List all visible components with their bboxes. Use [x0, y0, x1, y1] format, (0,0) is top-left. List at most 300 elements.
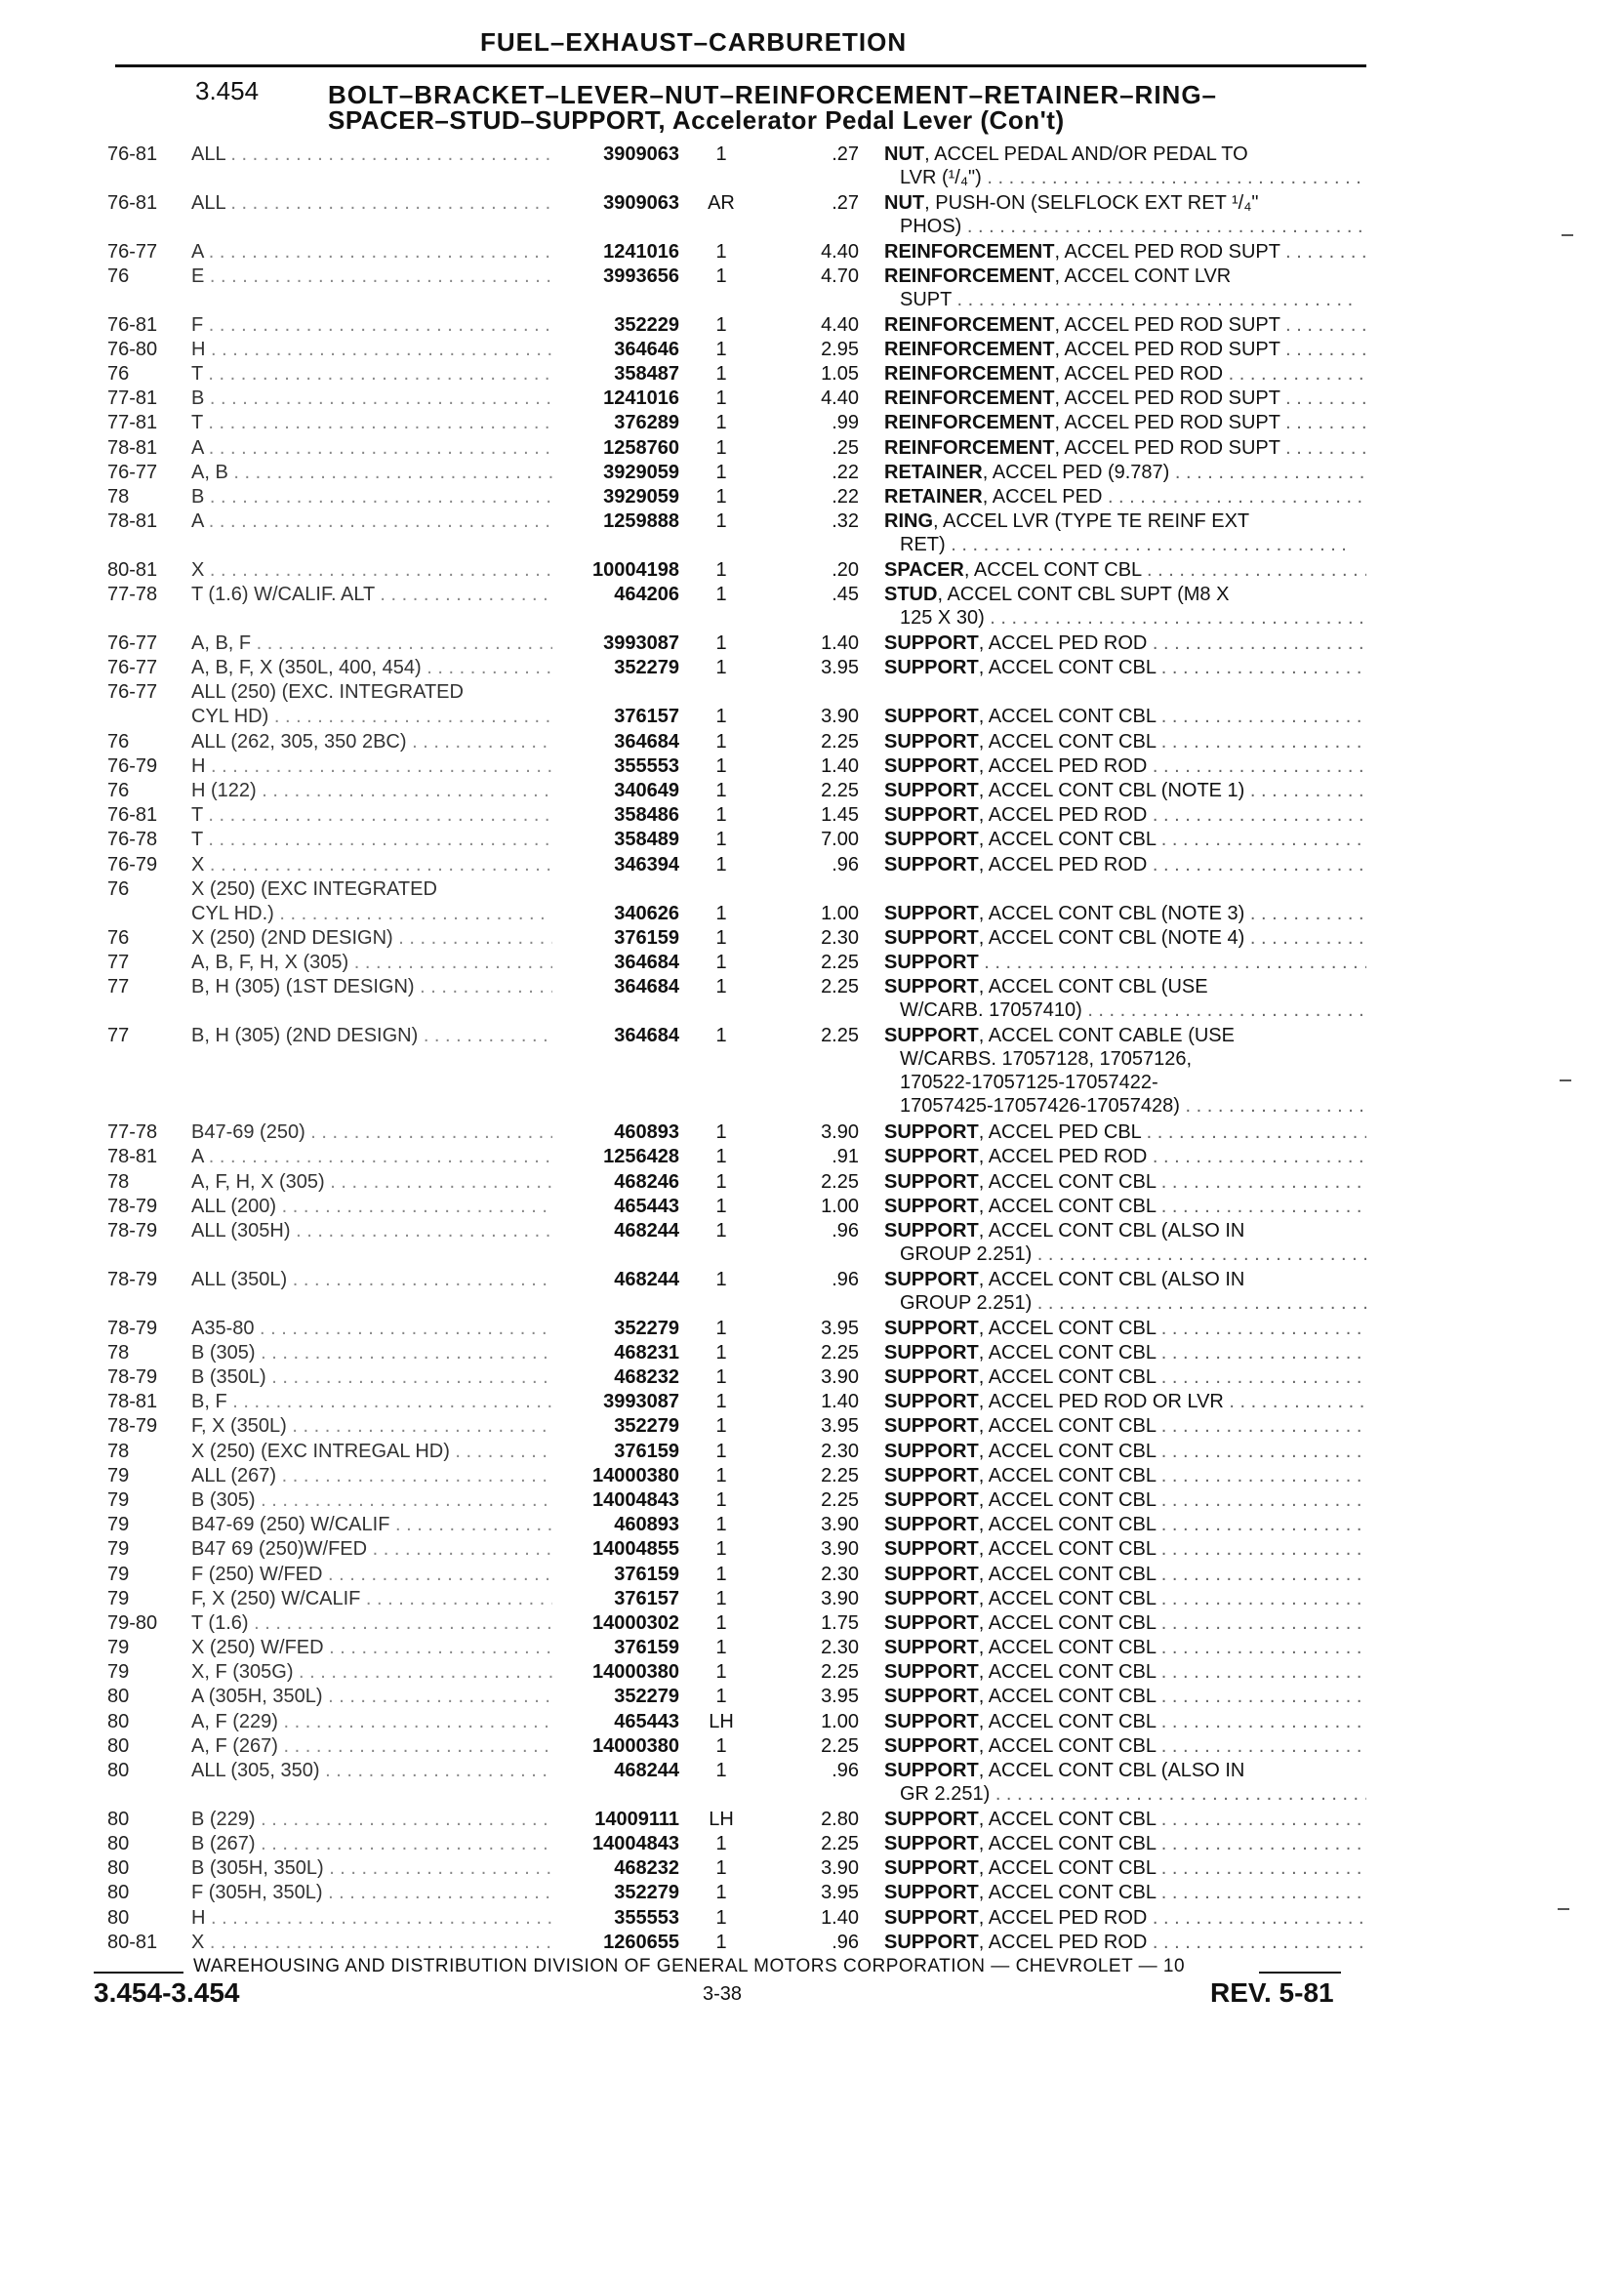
application: T . . . — [191, 362, 552, 386]
quantity: 1 — [715, 1366, 727, 1388]
table-row — [0, 558, 1624, 583]
part-number: 355553 — [614, 1906, 679, 1929]
footer-division: WAREHOUSING AND DISTRIBUTION DIVISION OF GENERAL MOTORS CORPORATION — CHEVROLET — 10 — [193, 1956, 1186, 1976]
quantity: 1 — [715, 657, 727, 679]
description-line: SUPPORT, ACCEL CONT CBL . . . — [884, 1881, 1366, 1904]
model-year: 78 — [107, 1170, 130, 1193]
quantity: 1 — [715, 558, 727, 581]
price: 3.90 — [821, 1538, 859, 1561]
part-number: 468232 — [614, 1366, 679, 1388]
price: .45 — [832, 584, 859, 606]
description-line: SUPPORT, ACCEL CONT CBL . . . — [884, 1808, 1366, 1831]
table-row — [0, 461, 1624, 485]
quantity: 1 — [715, 1563, 727, 1585]
part-description — [884, 1611, 1366, 1635]
application: T . . . — [191, 828, 552, 851]
model-year: 79 — [107, 1464, 130, 1486]
table-row — [0, 877, 1624, 902]
model-year: 76 — [107, 927, 130, 950]
model-year: 80 — [107, 1760, 130, 1781]
model-year: 78-79 — [107, 1415, 158, 1438]
description-line: SUPPORT, ACCEL CONT CBL . . . — [884, 828, 1366, 851]
part-description — [884, 828, 1366, 851]
part-number: 468231 — [614, 1341, 679, 1364]
table-row — [0, 1931, 1624, 1955]
part-description — [884, 1808, 1366, 1831]
part-number: 465443 — [614, 1195, 679, 1217]
model-year: 78 — [107, 485, 130, 508]
model-year: 80 — [107, 1832, 130, 1854]
quantity: 1 — [715, 436, 727, 459]
part-number: 352279 — [614, 657, 679, 679]
application: B47-69 (250) W/CALIF . . . — [191, 1513, 552, 1536]
table-row — [0, 803, 1624, 828]
price: 2.25 — [821, 730, 859, 753]
price: 1.45 — [821, 804, 859, 827]
quantity: 1 — [715, 313, 727, 336]
description-line: STUD, ACCEL CONT CBL SUPT (M8 X — [884, 584, 1230, 606]
price: 2.25 — [821, 1832, 859, 1854]
table-row — [0, 1268, 1624, 1317]
application: B (305) . . . — [191, 1488, 552, 1512]
description-line: SUPPORT, ACCEL CONT CBL . . . — [884, 730, 1366, 753]
application: E . . . — [191, 265, 552, 288]
table-row — [0, 1537, 1624, 1562]
part-description — [884, 1365, 1366, 1389]
application: X (250) (2ND DESIGN) . . . — [191, 926, 552, 950]
part-description — [884, 1881, 1366, 1904]
price: 1.40 — [821, 1906, 859, 1929]
part-number: 1260655 — [603, 1931, 679, 1953]
table-row — [0, 387, 1624, 411]
description-line: GROUP 2.251) . . . — [884, 1242, 1366, 1266]
table-row — [0, 1611, 1624, 1636]
application: X (250) (EXC INTREGAL HD) . . . — [191, 1440, 552, 1463]
model-year: 78-79 — [107, 1317, 158, 1339]
application: ALL (350L) . . . — [191, 1268, 552, 1291]
part-description — [884, 1440, 1366, 1463]
price: 1.40 — [821, 754, 859, 777]
price: 3.90 — [821, 1857, 859, 1880]
application: F . . . — [191, 313, 552, 337]
price: 3.95 — [821, 1415, 859, 1438]
model-year: 78 — [107, 1341, 130, 1364]
part-description — [884, 338, 1366, 361]
application: H . . . — [191, 338, 552, 361]
part-description — [884, 1464, 1366, 1487]
part-description — [884, 1537, 1366, 1561]
table-row — [0, 313, 1624, 338]
description-line: SUPPORT, ACCEL CONT CBL . . . — [884, 1317, 1366, 1340]
application: X (250) (EXC INTEGRATED — [191, 877, 437, 900]
part-description — [884, 1024, 1366, 1118]
description-line: SUPPORT, ACCEL CONT CBL . . . — [884, 1832, 1366, 1855]
application: B47 69 (250)W/FED . . . — [191, 1537, 552, 1561]
footer-section-range: 3.454-3.454 — [94, 1977, 240, 2008]
price: 2.30 — [821, 1637, 859, 1659]
table-row — [0, 1488, 1624, 1513]
table-row — [0, 1734, 1624, 1759]
table-row — [0, 1685, 1624, 1709]
table-row — [0, 1587, 1624, 1611]
application: H . . . — [191, 1906, 552, 1930]
table-row — [0, 1513, 1624, 1537]
part-description — [884, 313, 1366, 337]
application: B . . . — [191, 485, 552, 509]
part-number: 14004855 — [592, 1538, 679, 1561]
table-row — [0, 1759, 1624, 1808]
description-line: SUPPORT, ACCEL PED ROD . . . — [884, 1145, 1366, 1168]
table-row — [0, 1808, 1624, 1832]
quantity: 1 — [715, 1464, 727, 1486]
part-description — [884, 1341, 1366, 1364]
part-description — [884, 902, 1366, 925]
table-row — [0, 754, 1624, 779]
part-number: 364646 — [614, 338, 679, 360]
price: .91 — [832, 1146, 859, 1168]
description-line: SUPPORT, ACCEL CONT CBL . . . — [884, 1734, 1366, 1758]
model-year: 79 — [107, 1661, 130, 1684]
quantity: 1 — [715, 412, 727, 434]
table-row — [0, 1024, 1624, 1120]
model-year: 77-78 — [107, 584, 158, 606]
quantity: 1 — [715, 1857, 727, 1880]
table-row — [0, 436, 1624, 461]
quantity: 1 — [715, 1121, 727, 1144]
model-year: 78-81 — [107, 436, 158, 459]
part-description — [884, 1170, 1366, 1194]
price: .27 — [832, 191, 859, 214]
part-number: 14000380 — [592, 1464, 679, 1486]
table-row — [0, 142, 1624, 191]
model-year: 78-79 — [107, 1220, 158, 1242]
part-description — [884, 1563, 1366, 1586]
quantity: 1 — [715, 1220, 727, 1242]
part-number: 3929059 — [603, 461, 679, 483]
application: F, X (350L) . . . — [191, 1414, 552, 1438]
description-line: SUPPORT, ACCEL CONT CBL . . . — [884, 1365, 1366, 1389]
application: A . . . — [191, 509, 552, 533]
price: .96 — [832, 1931, 859, 1953]
quantity: 1 — [715, 1882, 727, 1904]
part-number: 465443 — [614, 1710, 679, 1732]
model-year: 76-81 — [107, 313, 158, 336]
price: 2.25 — [821, 1170, 859, 1193]
description-line: SUPPORT, ACCEL CONT CBL . . . — [884, 1414, 1366, 1438]
model-year: 78-79 — [107, 1195, 158, 1217]
table-row — [0, 779, 1624, 803]
description-line: RING, ACCEL LVR (TYPE TE REINF EXT — [884, 510, 1250, 533]
part-number: 376157 — [614, 706, 679, 728]
part-number: 352229 — [614, 313, 679, 336]
part-number: 352279 — [614, 1415, 679, 1438]
table-row — [0, 1317, 1624, 1341]
application: A, F, H, X (305) . . . — [191, 1170, 552, 1194]
price: 4.40 — [821, 313, 859, 336]
part-description — [884, 1488, 1366, 1512]
price: 1.00 — [821, 1710, 859, 1732]
application: X . . . — [191, 853, 552, 876]
part-number: 14000302 — [592, 1611, 679, 1634]
part-description — [884, 509, 1366, 556]
quantity: 1 — [715, 1686, 727, 1708]
application: A . . . — [191, 240, 552, 264]
application: H (122) . . . — [191, 779, 552, 802]
description-line: SUPPORT, ACCEL PED ROD . . . — [884, 754, 1366, 778]
margin-tick — [1562, 234, 1573, 236]
price: 2.30 — [821, 1440, 859, 1462]
part-number: 364684 — [614, 952, 679, 974]
application: ALL (200) . . . — [191, 1195, 552, 1218]
model-year: 80 — [107, 1710, 130, 1732]
part-description — [884, 1856, 1366, 1880]
part-number: 355553 — [614, 754, 679, 777]
quantity: 1 — [715, 1391, 727, 1413]
part-description — [884, 436, 1366, 460]
description-line: 125 X 30) . . . — [884, 606, 1366, 630]
description-line: SUPPORT, ACCEL CONT CBL . . . — [884, 1856, 1366, 1880]
model-year: 77-81 — [107, 412, 158, 434]
part-number: 376159 — [614, 1563, 679, 1585]
table-row — [0, 680, 1624, 705]
price: 2.25 — [821, 1488, 859, 1511]
part-description — [884, 656, 1366, 679]
part-number: 14000380 — [592, 1661, 679, 1684]
price: 1.75 — [821, 1611, 859, 1634]
quantity: 1 — [715, 1317, 727, 1339]
application: ALL (250) (EXC. INTEGRATED — [191, 681, 464, 704]
part-description — [884, 362, 1366, 386]
price: 3.90 — [821, 706, 859, 728]
part-number: 460893 — [614, 1121, 679, 1144]
table-row — [0, 1219, 1624, 1268]
quantity: 1 — [715, 1440, 727, 1462]
quantity: 1 — [715, 730, 727, 753]
quantity: 1 — [715, 804, 727, 827]
quantity: LH — [709, 1808, 734, 1830]
application: X, F (305G) . . . — [191, 1660, 552, 1684]
table-row — [0, 1464, 1624, 1488]
price: 1.40 — [821, 631, 859, 654]
page-header-title: FUEL–EXHAUST–CARBURETION — [480, 27, 908, 57]
description-line: SUPPORT, ACCEL CONT CBL (ALSO IN — [884, 1268, 1245, 1290]
quantity: 1 — [715, 1488, 727, 1511]
footer-revision: REV. 5-81 — [1210, 1977, 1334, 2008]
quantity: 1 — [715, 902, 727, 924]
application: A . . . — [191, 436, 552, 460]
description-line: GROUP 2.251) . . . — [884, 1291, 1366, 1315]
model-year: 76-81 — [107, 143, 158, 165]
description-line: SUPPORT, ACCEL CONT CBL . . . — [884, 656, 1366, 679]
description-line: SUPPORT, ACCEL PED ROD OR LVR . . . — [884, 1390, 1366, 1413]
description-line: SUPPORT, ACCEL CONT CBL . . . — [884, 1195, 1366, 1218]
description-line: SUPPORT, ACCEL PED ROD . . . — [884, 1906, 1366, 1930]
model-year: 79 — [107, 1488, 130, 1511]
table-row — [0, 509, 1624, 558]
application: ALL . . . — [191, 191, 552, 215]
part-number: 376159 — [614, 1440, 679, 1462]
price: 4.40 — [821, 240, 859, 263]
description-line: 170522-17057125-17057422- — [900, 1072, 1158, 1094]
part-number: 3993087 — [603, 631, 679, 654]
price: 1.00 — [821, 902, 859, 924]
model-year: 79-80 — [107, 1611, 158, 1634]
description-line: RET) . . . — [884, 533, 1366, 556]
part-number: 364684 — [614, 976, 679, 998]
application: A, F (229) . . . — [191, 1710, 552, 1733]
price: 3.90 — [821, 1121, 859, 1144]
application: A . . . — [191, 1145, 552, 1168]
application: B (305H, 350L) . . . — [191, 1856, 552, 1880]
table-row — [0, 1856, 1624, 1881]
model-year: 76-77 — [107, 240, 158, 263]
description-line: SUPPORT, ACCEL CONT CBL . . . — [884, 1587, 1366, 1610]
model-year: 78-81 — [107, 510, 158, 533]
table-row — [0, 1906, 1624, 1931]
part-number: 340626 — [614, 902, 679, 924]
footer-rule-left — [94, 1972, 183, 1974]
part-description — [884, 631, 1366, 655]
description-line: REINFORCEMENT, ACCEL PED ROD . . . — [884, 362, 1366, 386]
description-line: REINFORCEMENT, ACCEL PED ROD SUPT . . . — [884, 411, 1366, 434]
model-year: 79 — [107, 1563, 130, 1585]
description-line: SUPPORT, ACCEL CONT CBL . . . — [884, 1685, 1366, 1708]
price: .25 — [832, 436, 859, 459]
quantity: 1 — [715, 265, 727, 287]
part-description — [884, 1219, 1366, 1266]
quantity: 1 — [715, 1195, 727, 1217]
price: 3.95 — [821, 657, 859, 679]
part-number: 460893 — [614, 1514, 679, 1536]
table-row — [0, 853, 1624, 877]
part-description — [884, 1832, 1366, 1855]
description-line: SUPPORT, ACCEL CONT CBL . . . — [884, 1710, 1366, 1733]
quantity: 1 — [715, 143, 727, 165]
quantity: 1 — [715, 485, 727, 508]
part-description — [884, 191, 1366, 238]
description-line: SUPPORT, ACCEL CONT CBL . . . — [884, 1170, 1366, 1194]
application: B, F . . . — [191, 1390, 552, 1413]
description-line: SUPPORT, ACCEL PED CBL . . . — [884, 1120, 1366, 1144]
description-line: SUPPORT, ACCEL CONT CBL . . . — [884, 1636, 1366, 1659]
part-number: 14004843 — [592, 1832, 679, 1854]
application: B (305) . . . — [191, 1341, 552, 1364]
price: 2.25 — [821, 1464, 859, 1486]
description-line: SUPPORT, ACCEL CONT CBL . . . — [884, 1464, 1366, 1487]
part-number: 14009111 — [594, 1808, 679, 1830]
part-number: 352279 — [614, 1686, 679, 1708]
part-number: 3993087 — [603, 1391, 679, 1413]
description-line: SUPPORT, ACCEL PED ROD . . . — [884, 631, 1366, 655]
application: B (229) . . . — [191, 1808, 552, 1831]
description-line: REINFORCEMENT, ACCEL CONT LVR — [884, 265, 1232, 287]
description-line: SUPPORT, ACCEL CONT CBL . . . — [884, 705, 1366, 728]
description-line: SUPPORT, ACCEL CONT CBL (NOTE 1) . . . — [884, 779, 1366, 802]
quantity: 1 — [715, 1538, 727, 1561]
table-row — [0, 705, 1624, 729]
price: 2.25 — [821, 952, 859, 974]
model-year: 79 — [107, 1538, 130, 1561]
description-line: SUPPORT, ACCEL CONT CBL . . . — [884, 1563, 1366, 1586]
description-line: SUPPORT, ACCEL CONT CBL . . . — [884, 1341, 1366, 1364]
part-number: 3909063 — [603, 143, 679, 165]
description-line: SUPPORT, ACCEL CONT CBL (ALSO IN — [884, 1220, 1245, 1242]
table-row — [0, 1660, 1624, 1685]
model-year: 76-77 — [107, 461, 158, 483]
quantity: 1 — [715, 240, 727, 263]
quantity: 1 — [715, 338, 727, 360]
part-description — [884, 142, 1366, 189]
price: 1.05 — [821, 362, 859, 385]
price: 2.25 — [821, 1734, 859, 1757]
part-description — [884, 1414, 1366, 1438]
description-line: SUPPORT, ACCEL CONT CBL . . . — [884, 1440, 1366, 1463]
quantity: 1 — [715, 1268, 727, 1290]
part-description — [884, 1636, 1366, 1659]
table-row — [0, 730, 1624, 754]
application: ALL (305, 350) . . . — [191, 1759, 552, 1782]
part-number: 376159 — [614, 927, 679, 950]
price: 2.25 — [821, 779, 859, 801]
price: 1.00 — [821, 1195, 859, 1217]
part-number: 376289 — [614, 412, 679, 434]
price: 2.30 — [821, 1563, 859, 1585]
quantity: 1 — [715, 1587, 727, 1609]
part-description — [884, 461, 1366, 484]
application: X . . . — [191, 558, 552, 582]
application: ALL . . . — [191, 142, 552, 166]
part-number: 1241016 — [603, 387, 679, 410]
model-year: 80-81 — [107, 558, 158, 581]
quantity: 1 — [715, 1637, 727, 1659]
price: 3.90 — [821, 1366, 859, 1388]
table-row — [0, 828, 1624, 852]
model-year: 77 — [107, 1025, 130, 1047]
table-row — [0, 485, 1624, 509]
quantity: 1 — [715, 1146, 727, 1168]
description-line: RETAINER, ACCEL PED . . . — [884, 485, 1366, 509]
part-description — [884, 853, 1366, 876]
part-description — [884, 975, 1366, 1022]
model-year: 78-81 — [107, 1391, 158, 1413]
table-row — [0, 1145, 1624, 1169]
description-line: SUPPORT, ACCEL CONT CBL . . . — [884, 1537, 1366, 1561]
description-line: SUPPORT, ACCEL CONT CBL . . . — [884, 1513, 1366, 1536]
quantity: 1 — [715, 1025, 727, 1047]
price: 3.95 — [821, 1317, 859, 1339]
part-description — [884, 1685, 1366, 1708]
application: B (267) . . . — [191, 1832, 552, 1855]
part-number: 468232 — [614, 1857, 679, 1880]
description-line: SUPPORT, ACCEL PED ROD . . . — [884, 803, 1366, 827]
part-description — [884, 1587, 1366, 1610]
price: .27 — [832, 143, 859, 165]
part-number: 468244 — [614, 1760, 679, 1781]
description-line: LVR (¹/₄") . . . — [884, 166, 1366, 189]
application: H . . . — [191, 754, 552, 778]
part-description — [884, 1513, 1366, 1536]
quantity: 1 — [715, 584, 727, 606]
quantity: AR — [708, 191, 735, 214]
application: ALL (262, 305, 350 2BC) . . . — [191, 730, 552, 753]
section-title-line1: BOLT–BRACKET–LEVER–NUT–REINFORCEMENT–RETAINER–RING– — [328, 80, 1218, 109]
description-line: SUPPORT, ACCEL CONT CBL (NOTE 3) . . . — [884, 902, 1366, 925]
application: ALL (267) . . . — [191, 1464, 552, 1487]
model-year: 80 — [107, 1882, 130, 1904]
quantity: 1 — [715, 1760, 727, 1781]
quantity: 1 — [715, 387, 727, 410]
table-row — [0, 1170, 1624, 1195]
